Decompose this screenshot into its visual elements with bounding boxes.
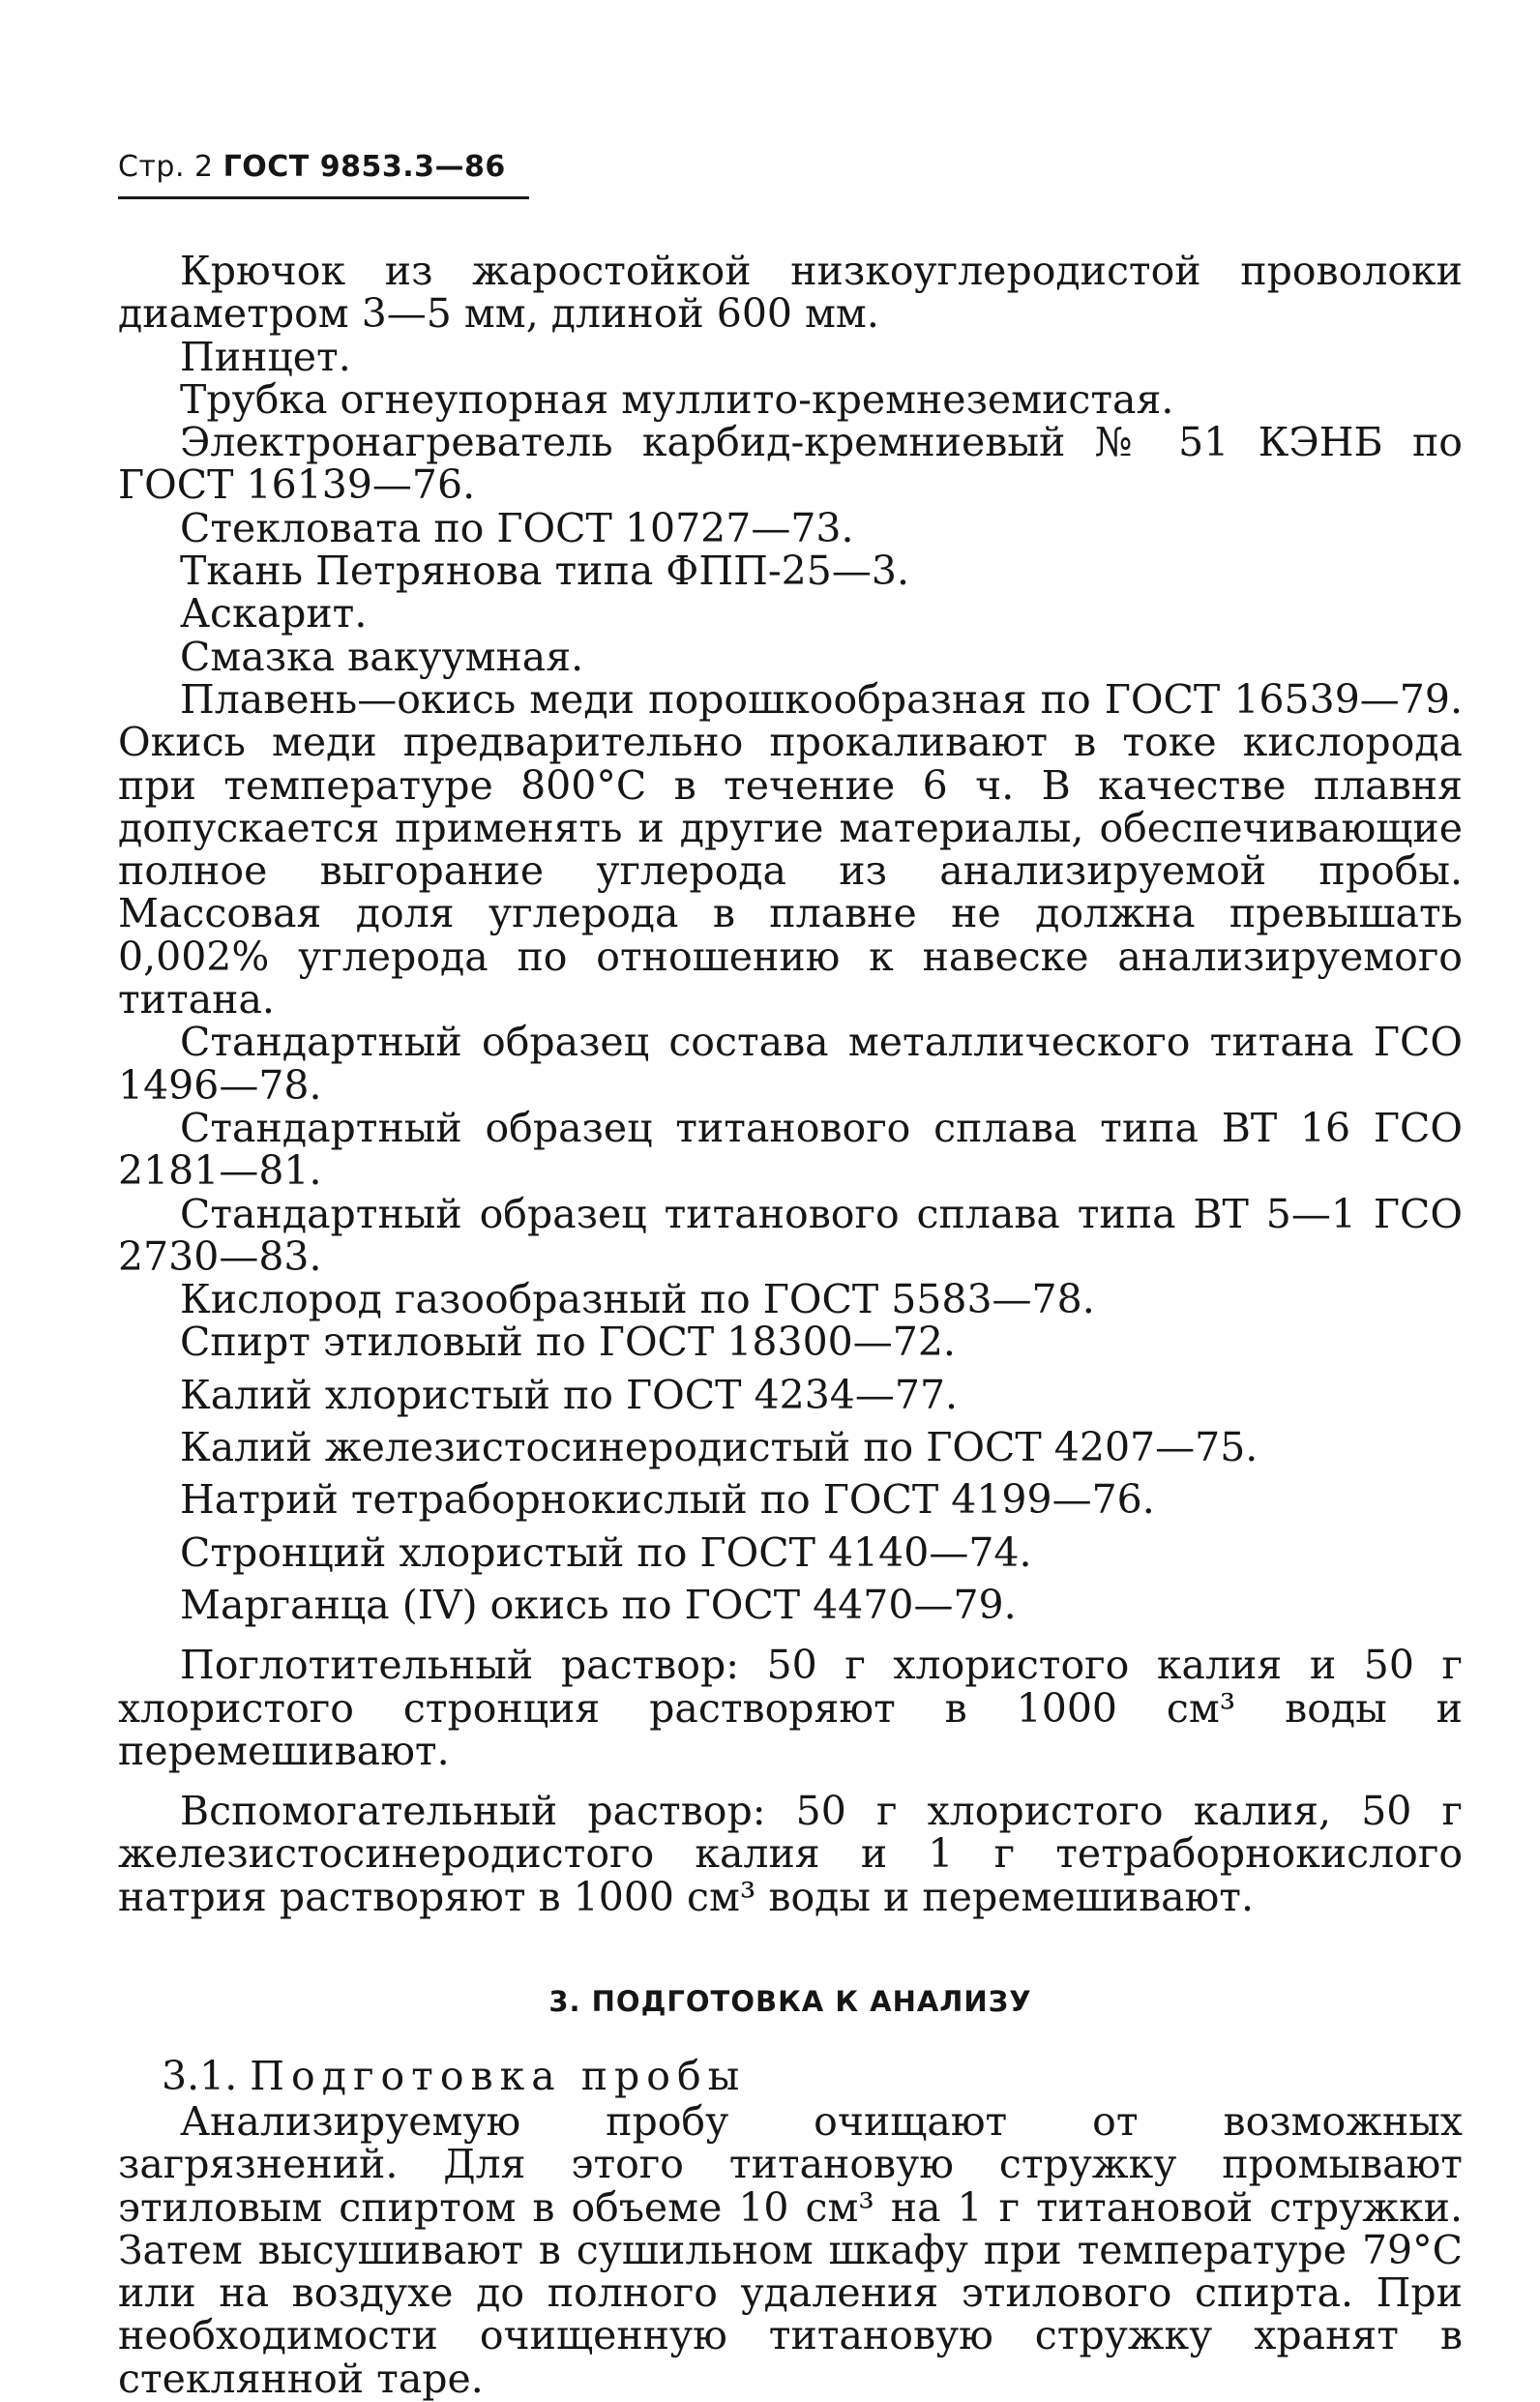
header-rule	[118, 196, 529, 199]
section-paragraph: Анализируемую пробу очищают от возможных загрязнений. Для этого титановую стружку промывают этиловым спиртом в объеме 10 см³ на 1 г титановой стружки. Затем высушивают в сушильном шкафу при температуре 79°С или на воздухе до полного удаления этилового спирта. При необходимости очищенную титановую стружку хранят в стеклянной таре.	[118, 2097, 1463, 2402]
item-ascarite: Аскарит.	[180, 590, 368, 638]
subsection-number: 3.1.	[162, 2052, 238, 2099]
item-ethanol: Спирт этиловый по ГОСТ 18300—72.	[180, 1319, 956, 1366]
item-standard-sample-2: Стандартный образец титанового сплава типа ВТ 16 ГСО 2181—81.	[118, 1104, 1463, 1195]
item-standard-sample-3: Стандартный образец титанового сплава типа ВТ 5—1 ГСО 2730—83.	[118, 1190, 1463, 1280]
absorbing-solution: Поглотительный раствор: 50 г хлористого калия и 50 г хлористого стронция растворяют в 1000 см³ воды и перемешивают.	[118, 1642, 1463, 1774]
item-manganese-oxide: Марганца (IV) окись по ГОСТ 4470—79.	[180, 1581, 1017, 1628]
item-hook: Крючок из жаростойкой низкоуглеродистой проволоки диаметром 3—5 мм, длиной 600 мм.	[118, 248, 1463, 338]
item-sodium-tetraborate: Натрий тетраборнокислый по ГОСТ 4199—76.	[180, 1476, 1155, 1524]
standard-designation: ГОСТ 9853.3—86	[222, 150, 506, 184]
item-glass-wool: Стекловата по ГОСТ 10727—73.	[180, 504, 854, 551]
auxiliary-solution: Вспомогательный раствор: 50 г хлористого калия, 50 г железистосинеродистого калия и 1 г тетраборнокислого натрия растворяют в 1000 см³ воды и перемешивают.	[118, 1788, 1463, 1920]
item-oxygen: Кислород газообразный по ГОСТ 5583—78.	[180, 1276, 1095, 1323]
item-tube: Трубка огнеупорная муллито-кремнеземистая.	[180, 375, 1174, 423]
subsection-title: Подготовка пробы	[250, 2052, 747, 2099]
item-grease: Смазка вакуумная.	[180, 633, 584, 680]
item-fabric: Ткань Петрянова типа ФПП-25—3.	[180, 548, 909, 595]
page-header	[118, 150, 529, 184]
document-body	[118, 250, 1463, 2400]
item-potassium-ferrocyanide: Калий железистосинеродистый по ГОСТ 4207—75.	[180, 1424, 1259, 1471]
item-flux: Плавень—окись меди порошкообразная по ГОСТ 16539—79. Окись меди предварительно прокаливают в токе кислорода при температуре 800°С в течение 6 ч. В качестве плавня допускается применять и другие материалы, обеспечивающие полное выгорание углерода из анализируемой пробы. Массовая доля углерода в плавне не должна превышать 0,002% углерода по отношению к навеске анализируемого титана.	[118, 675, 1463, 1023]
item-strontium-chloride: Стронций хлористый по ГОСТ 4140—74.	[180, 1528, 1032, 1576]
item-standard-sample-1: Стандартный образец состава металлического титана ГСО 1496—78.	[118, 1019, 1463, 1109]
section-heading: 3. ПОДГОТОВКА К АНАЛИЗУ	[548, 1984, 1032, 2018]
item-tweezers: Пинцет.	[180, 333, 351, 380]
item-potassium-chloride: Калий хлористый по ГОСТ 4234—77.	[180, 1371, 959, 1418]
page-number-label: Стр. 2	[118, 150, 214, 184]
item-heater: Электронагреватель карбид-кремниевый № 51 КЭНБ по ГОСТ 16139—76.	[118, 419, 1463, 509]
subsection-heading	[118, 2052, 1463, 2100]
